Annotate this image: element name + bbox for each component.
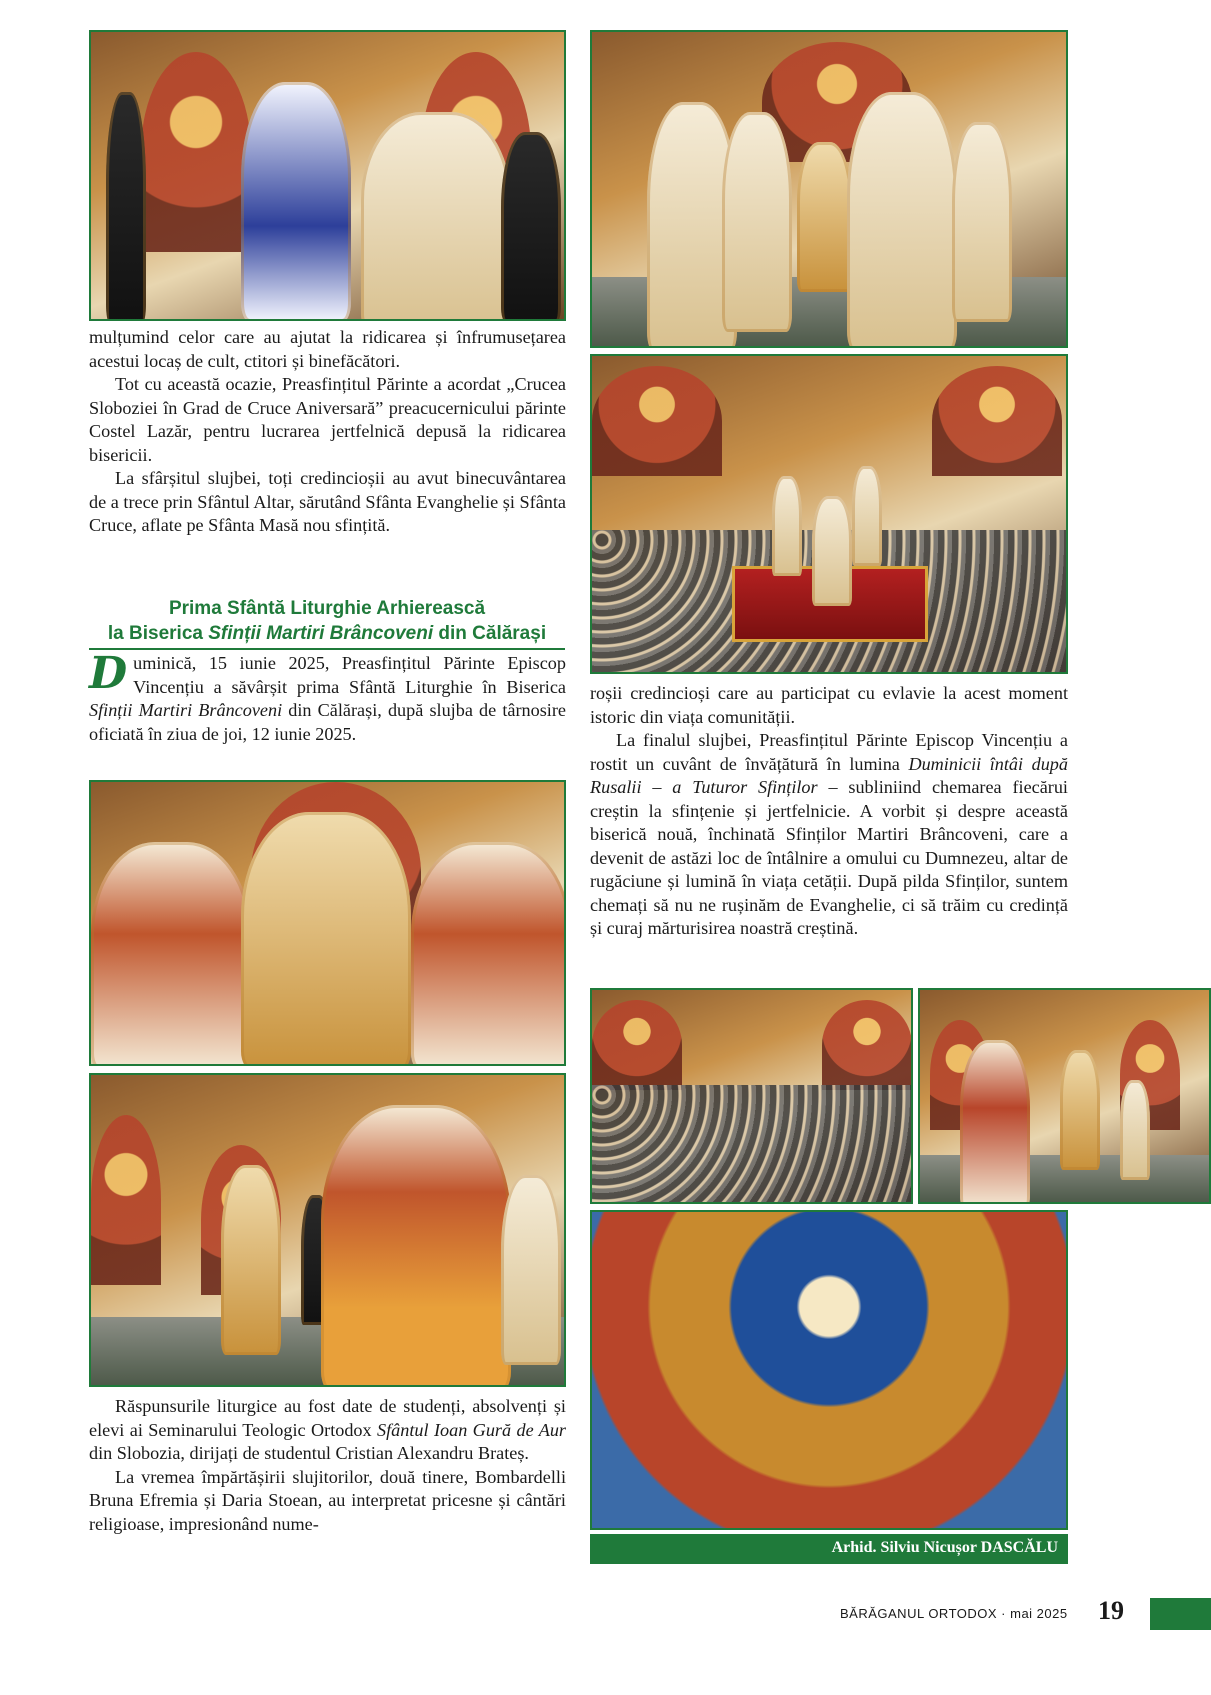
right-column-text: [590, 682, 1068, 941]
paragraph-text: din Slobozia, dirijați de studentul Cristian Alexandru Brateș.: [89, 1443, 529, 1463]
footer-accent-bar: [1150, 1598, 1211, 1630]
heading-line-2: [89, 621, 565, 646]
photo-bishop-and-priest: [89, 30, 566, 321]
heading-text: din Călărași: [433, 623, 547, 644]
left-column-text-bottom: [89, 1395, 566, 1536]
paragraph-text: uminică, 15 iunie 2025, Preasfințitul Părinte Episcop Vincențiu a săvârșit prima Sfântă Liturghie în Biserica: [133, 653, 566, 697]
drop-cap: D: [89, 648, 128, 699]
paragraph-italic: Sfântul Ioan Gură de Aur: [377, 1419, 566, 1440]
paragraph: La vremea împărtășirii slujitorilor, două tinere, Bombardelli Bruna Efremia și Daria Stoean, au interpretat pricesne și cântări religioase, impresionând nume-: [89, 1466, 566, 1534]
heading-text: la Biserica: [107, 623, 209, 644]
paragraph-text: La finalul slujbei, Preasfințitul Părinte Episcop Vincențiu a rostit un cuvânt de învățătură în lumina: [590, 730, 1068, 774]
paragraph-text: – subliniind chemarea fiecărui creștin la sfințenie și jertfelnicie. A vorbit și despre această biserică nouă, închinată Sfinților Martiri Brâncoveni, care a devenit de astăzi loc de întâlnire a omului cu Dumnezeu, altar de rugăciune și lumină în viața cetății. După pilda Sfinților, suntem chemați să nu ne rușinăm de Evanghelie, ci să trăim cu credință și curaj mărturisirea noastră creștină.: [590, 777, 1068, 938]
paragraph: Tot cu această ocazie, Preasfințitul Părinte a acordat „Crucea Sloboziei în Grad de Cruce Aniversară” preacucernicului părinte Costel Lazăr, pentru lucrarea jertfelnică depusă la ridicarea bisericii.: [89, 374, 566, 465]
photo-congregation-from-balcony: [590, 988, 913, 1204]
page-number: 19: [1098, 1596, 1124, 1625]
photo-credit: Arhid. Silviu Nicușor DASCĂLU: [590, 1534, 1068, 1564]
paragraph: [89, 1395, 566, 1466]
paragraph-italic: Sfinții Martiri Brâncoveni: [89, 700, 283, 720]
paragraph-text: din Călărași, după slujba de târnosire oficiată în ziua de joi, 12 iunie 2025.: [89, 700, 566, 744]
paragraph: [590, 729, 1068, 941]
left-column-text-top: [89, 326, 566, 538]
photo-bishop-blessing: [89, 780, 566, 1066]
paragraph: La sfârșitul slujbei, toți credincioșii au avut binecuvântarea de a trece prin Sfântul Altar, sărutând Sfânta Evanghelie și Sfânta Cruce, aflate pe Sfânta Masă nou sfințită.: [89, 468, 566, 535]
heading-line-1: Prima Sfântă Liturghie Arhierească: [168, 598, 486, 619]
paragraph: roșii credincioși care au participat cu evlavie la acest moment istoric din viața comunității.: [590, 683, 1068, 727]
photo-church-interior-congregation: [590, 354, 1068, 674]
intro-paragraph: [89, 648, 566, 746]
paragraph-italic: Duminicii întâi după Rusalii – a Tuturor Sfinților: [590, 753, 1068, 797]
photo-bishop-at-lectern: [918, 988, 1211, 1204]
photo-clergy-procession: [590, 30, 1068, 348]
paragraph: [89, 648, 566, 746]
heading-italic-text: Sfinții Martiri Brâncoveni: [208, 623, 434, 644]
photo-dome-fresco: [590, 1210, 1068, 1530]
paragraph-text: Răspunsurile liturgice au fost date de studenți, absolvenți și elevi ai Seminarului Teologic Ortodox: [89, 1396, 566, 1440]
section-heading: [89, 596, 565, 650]
paragraph: mulțumind celor care au ajutat la ridicarea și înfrumusețarea acestui locaș de cult, ctitori și binefăcători.: [89, 327, 566, 371]
photo-deacon-facing-altar: [89, 1073, 566, 1387]
publication-name: BĂRĂGANUL ORTODOX · mai 2025: [840, 1606, 1068, 1621]
